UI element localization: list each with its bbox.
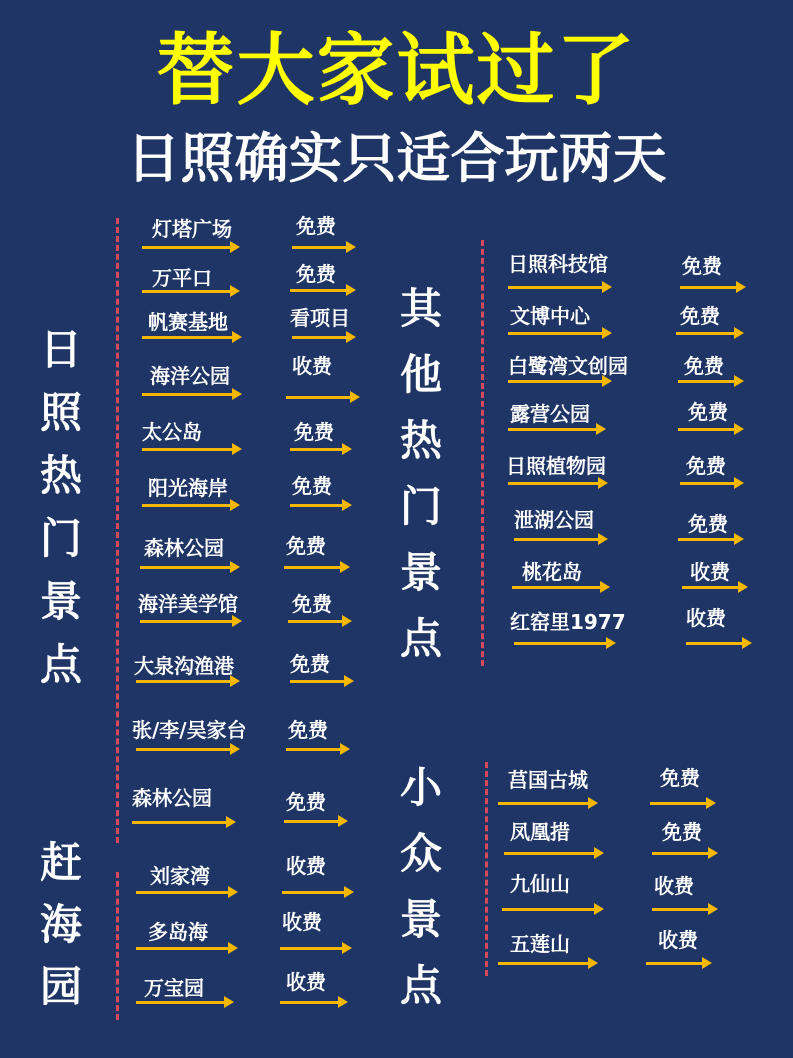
arrow-icon bbox=[514, 538, 600, 541]
spot-price: 收费 bbox=[654, 874, 694, 898]
arrow-icon bbox=[290, 448, 344, 451]
spot-price: 收费 bbox=[686, 606, 726, 630]
arrow-icon bbox=[290, 504, 344, 507]
arrow-icon bbox=[142, 393, 234, 396]
spot-name: 海洋美学馆 bbox=[138, 592, 238, 616]
divider-other bbox=[481, 240, 484, 666]
spot-name: 日照植物园 bbox=[506, 454, 606, 478]
spot-price: 免费 bbox=[292, 474, 332, 498]
arrow-icon bbox=[678, 380, 736, 383]
spot-name: 森林公园 bbox=[132, 786, 212, 810]
subtitle: 日照确实只适合玩两天 bbox=[126, 127, 667, 190]
arrow-icon bbox=[140, 620, 234, 623]
spot-name: 大泉沟渔港 bbox=[134, 654, 234, 678]
arrow-icon bbox=[680, 286, 738, 289]
arrow-icon bbox=[686, 642, 744, 645]
spot-name: 文博中心 bbox=[510, 304, 590, 328]
spot-price: 免费 bbox=[682, 254, 722, 278]
arrow-icon bbox=[508, 286, 604, 289]
spot-name: 森林公园 bbox=[144, 536, 224, 560]
spot-price: 免费 bbox=[286, 790, 326, 814]
spot-name: 白鹭湾文创园 bbox=[508, 354, 628, 378]
spot-name: 五莲山 bbox=[510, 932, 570, 956]
arrow-icon bbox=[284, 566, 342, 569]
arrow-icon bbox=[650, 802, 708, 805]
section-label-hot: 日 照 热 门 景 点 bbox=[39, 325, 82, 689]
spot-name: 万平口 bbox=[152, 266, 212, 290]
spot-name: 桃花岛 bbox=[522, 560, 582, 584]
spot-price: 免费 bbox=[296, 262, 336, 286]
arrow-icon bbox=[508, 428, 598, 431]
spot-price: 免费 bbox=[660, 766, 700, 790]
spot-price: 收费 bbox=[658, 928, 698, 952]
arrow-icon bbox=[290, 289, 348, 292]
spot-name: 灯塔广场 bbox=[152, 217, 232, 241]
arrow-icon bbox=[280, 947, 344, 950]
divider-niche bbox=[485, 762, 488, 976]
spot-name: 帆赛基地 bbox=[148, 310, 228, 334]
arrow-icon bbox=[676, 332, 736, 335]
spot-price: 免费 bbox=[688, 512, 728, 536]
divider-hot bbox=[116, 218, 119, 843]
spot-price: 免费 bbox=[296, 214, 336, 238]
arrow-icon bbox=[288, 620, 344, 623]
spot-price: 免费 bbox=[684, 354, 724, 378]
arrow-icon bbox=[508, 332, 604, 335]
arrow-icon bbox=[142, 290, 232, 293]
spot-price: 免费 bbox=[290, 652, 330, 676]
spot-price: 收费 bbox=[690, 560, 730, 584]
arrow-icon bbox=[286, 748, 342, 751]
arrow-icon bbox=[142, 448, 234, 451]
divider-beach bbox=[116, 872, 119, 1020]
arrow-icon bbox=[136, 891, 230, 894]
spot-price: 看项目 bbox=[290, 306, 350, 330]
section-label-beach: 赶 海 园 bbox=[39, 838, 82, 1011]
arrow-icon bbox=[678, 538, 736, 541]
arrow-icon bbox=[504, 852, 596, 855]
arrow-icon bbox=[142, 504, 232, 507]
spot-name: 太公岛 bbox=[142, 420, 202, 444]
arrow-icon bbox=[286, 396, 352, 399]
spot-name: 莒国古城 bbox=[508, 768, 588, 792]
spot-name: 海洋公园 bbox=[150, 364, 230, 388]
arrow-icon bbox=[502, 908, 596, 911]
arrow-icon bbox=[680, 482, 736, 485]
arrow-icon bbox=[508, 482, 600, 485]
spot-price: 免费 bbox=[662, 820, 702, 844]
arrow-icon bbox=[652, 908, 710, 911]
spot-name: 红窑里1977 bbox=[510, 610, 626, 634]
arrow-icon bbox=[280, 1001, 340, 1004]
arrow-icon bbox=[652, 852, 710, 855]
arrow-icon bbox=[132, 821, 228, 824]
arrow-icon bbox=[682, 586, 740, 589]
arrow-icon bbox=[136, 947, 230, 950]
spot-name: 九仙山 bbox=[510, 872, 570, 896]
main-title: 替大家试过了 bbox=[156, 26, 637, 116]
arrow-icon bbox=[512, 586, 602, 589]
arrow-icon bbox=[290, 680, 346, 683]
arrow-icon bbox=[646, 962, 704, 965]
arrow-icon bbox=[514, 642, 608, 645]
arrow-icon bbox=[136, 748, 232, 751]
spot-price: 免费 bbox=[688, 400, 728, 424]
spot-price: 免费 bbox=[288, 718, 328, 742]
spot-name: 泄湖公园 bbox=[514, 508, 594, 532]
spot-price: 免费 bbox=[680, 304, 720, 328]
spot-price: 免费 bbox=[286, 534, 326, 558]
spot-name: 万宝园 bbox=[144, 976, 204, 1000]
arrow-icon bbox=[508, 380, 604, 383]
arrow-icon bbox=[292, 246, 348, 249]
spot-price: 收费 bbox=[282, 910, 322, 934]
arrow-icon bbox=[678, 428, 736, 431]
spot-name: 露营公园 bbox=[510, 402, 590, 426]
spot-name: 阳光海岸 bbox=[148, 476, 228, 500]
arrow-icon bbox=[142, 246, 232, 249]
arrow-icon bbox=[284, 820, 340, 823]
spot-name: 张/李/吴家台 bbox=[132, 718, 247, 742]
section-label-other: 其 他 热 门 景 点 bbox=[399, 284, 442, 663]
spot-name: 多岛海 bbox=[148, 920, 208, 944]
spot-name: 日照科技馆 bbox=[508, 252, 608, 276]
spot-price: 免费 bbox=[292, 592, 332, 616]
spot-price: 免费 bbox=[686, 454, 726, 478]
spot-price: 免费 bbox=[294, 420, 334, 444]
spot-name: 刘家湾 bbox=[150, 864, 210, 888]
arrow-icon bbox=[282, 891, 346, 894]
arrow-icon bbox=[498, 962, 590, 965]
arrow-icon bbox=[136, 1001, 226, 1004]
spot-name: 凤凰措 bbox=[510, 820, 570, 844]
arrow-icon bbox=[136, 680, 232, 683]
spot-price: 收费 bbox=[292, 354, 332, 378]
arrow-icon bbox=[140, 566, 232, 569]
spot-price: 收费 bbox=[286, 970, 326, 994]
arrow-icon bbox=[142, 336, 234, 339]
arrow-icon bbox=[498, 802, 590, 805]
spot-price: 收费 bbox=[286, 854, 326, 878]
section-label-niche: 小 众 景 点 bbox=[399, 763, 442, 1010]
arrow-icon bbox=[292, 336, 348, 339]
